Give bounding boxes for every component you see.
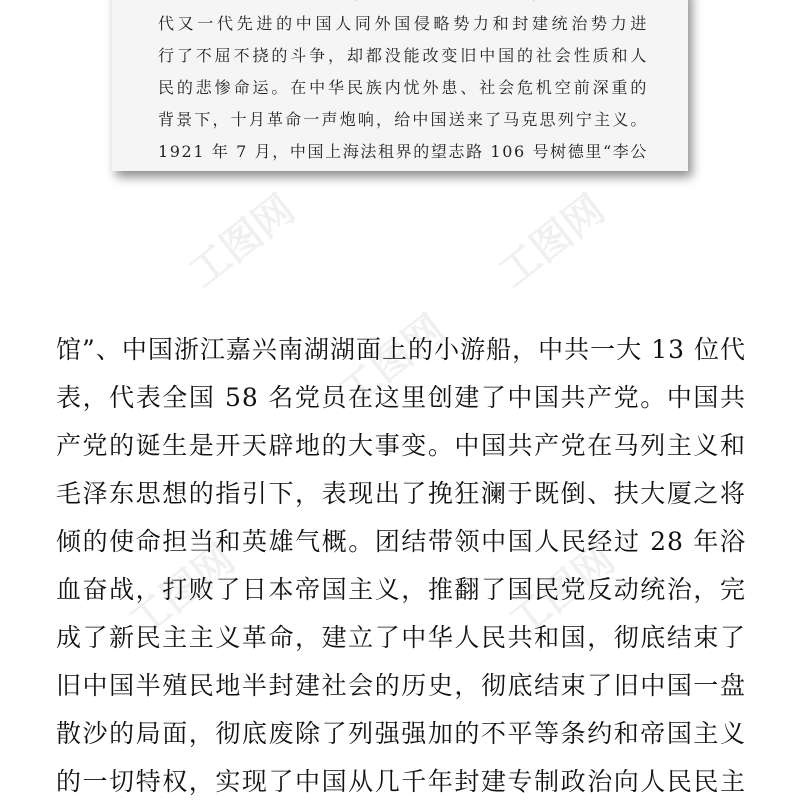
body-text <box>56 326 746 806</box>
card-text-line <box>158 0 648 8</box>
body-text-line: 的一切特权，实现了中国从几千年封建专制政治向人民民主 <box>56 767 746 796</box>
card-text-line: 1921 年 7 月，中国上海法租界的望志路 106 号树德里“李公 <box>158 142 648 161</box>
watermark-logo: 工图网 <box>500 536 624 647</box>
card-text-line: 代又一代先进的中国人同外国侵略势力和封建统治势力进 <box>158 14 648 33</box>
body-text-line: 旧中国半殖民地半封建社会的历史，彻底结束了旧中国一盘 <box>56 671 746 700</box>
body-text-line: 散沙的局面，彻底废除了列强强加的不平等条约和帝国主义 <box>56 719 746 748</box>
card-text-line: 行了不屈不挠的斗争，却都没能改变旧中国的社会性质和人 <box>158 46 648 65</box>
body-text-line: 产党的诞生是开天辟地的大事变。中国共产党在马列主义和 <box>56 431 746 460</box>
body-text-line: 馆”、中国浙江嘉兴南湖湖面上的小游船，中共一大 13 位代 <box>56 335 746 364</box>
watermark-logo: 工图网 <box>180 186 304 297</box>
body-text-line: 毛泽东思想的指引下，表现出了挽狂澜于既倒、扶大厦之将 <box>56 479 746 508</box>
excerpt-card <box>112 0 688 171</box>
body-text-line: 血奋战，打败了日本帝国主义，推翻了国民党反动统治，完 <box>56 575 746 604</box>
watermark-logo: 工图网 <box>490 186 614 297</box>
body-text-line: 成了新民主主义革命，建立了中华人民共和国，彻底结束了 <box>56 623 746 652</box>
watermark-logo: 工图网 <box>330 306 454 417</box>
watermark-logo: 工图网 <box>120 536 244 647</box>
card-text-line: 背景下，十月革命一声炮响，给中国送来了马克思列宁主义。 <box>158 110 648 129</box>
body-text-line: 表，代表全国 58 名党员在这里创建了中国共产党。中国共 <box>56 383 746 412</box>
card-text-line: 民的悲惨命运。在中华民族内忧外患、社会危机空前深重的 <box>158 78 648 97</box>
body-text-line: 倾的使命担当和英雄气概。团结带领中国人民经过 28 年浴 <box>56 527 746 556</box>
